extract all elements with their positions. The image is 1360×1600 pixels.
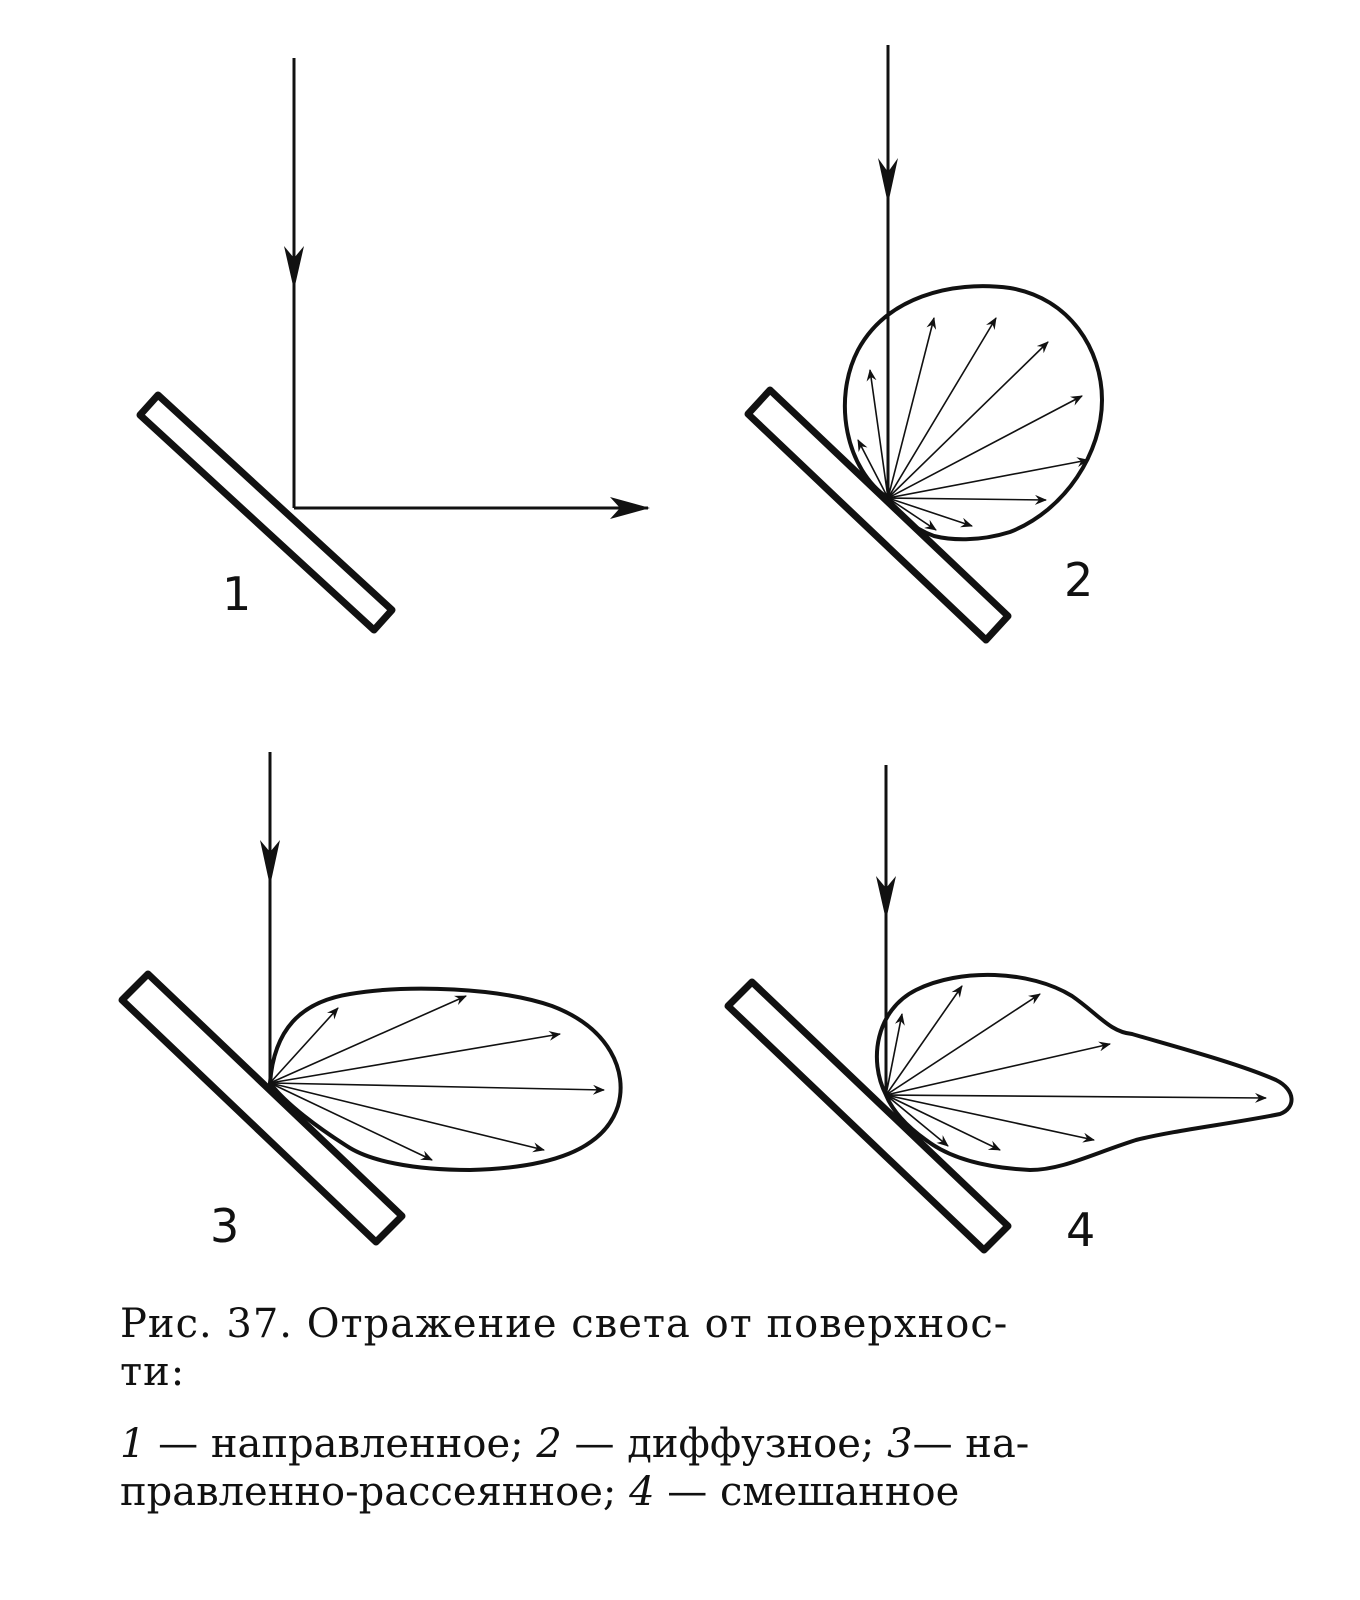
diffuse-ray	[870, 370, 888, 498]
figure-caption-title	[120, 1300, 1280, 1396]
mixed-ray	[886, 994, 1040, 1095]
panel-label-4: 4	[1066, 1203, 1096, 1257]
panel-label-3: 3	[210, 1199, 240, 1253]
scatter-ray	[270, 1034, 560, 1083]
surface-plate-4	[728, 982, 1008, 1250]
diffuse-ray	[888, 498, 1046, 500]
legend-num-3: 3	[887, 1421, 913, 1467]
surface-plate-1	[140, 395, 392, 630]
diffuse-ray	[888, 318, 934, 498]
diffuse-rays-2	[858, 318, 1088, 530]
panel-4-mixed	[728, 765, 1292, 1257]
legend-num-1: 1	[120, 1421, 146, 1467]
surface-plate-3	[122, 974, 402, 1242]
panel-3-directed-scattered	[122, 752, 621, 1253]
legend-num-4: 4	[629, 1469, 655, 1515]
caption-legend-line-2	[120, 1468, 1280, 1516]
legend-text-4: — смешанное	[654, 1469, 960, 1515]
panel-label-2: 2	[1064, 553, 1094, 607]
panel-2-diffuse	[748, 45, 1102, 640]
mixed-ray	[886, 1044, 1110, 1095]
mixed-ray	[886, 1095, 1266, 1098]
scatter-ray	[270, 996, 466, 1083]
diffuse-ray	[888, 396, 1082, 498]
diffuse-ray	[888, 460, 1088, 498]
legend-text-2: — диффузное;	[561, 1421, 888, 1467]
legend-num-2: 2	[536, 1421, 562, 1467]
legend-text-1: — направленное;	[145, 1421, 537, 1467]
panel-label-1: 1	[222, 567, 252, 621]
panel-1-specular	[140, 58, 648, 630]
caption-title-line-2: ти:	[120, 1349, 186, 1395]
caption-legend-line-1	[120, 1420, 1280, 1468]
caption-title-line-1: Рис. 37. Отражение света от поверхнос-	[120, 1301, 1009, 1347]
mixed-lobe-4	[877, 975, 1292, 1170]
scatter-ray	[270, 1083, 604, 1090]
legend-text-3-cont: правленно-рассеянное;	[120, 1469, 630, 1515]
legend-text-3: — на-	[912, 1421, 1030, 1467]
